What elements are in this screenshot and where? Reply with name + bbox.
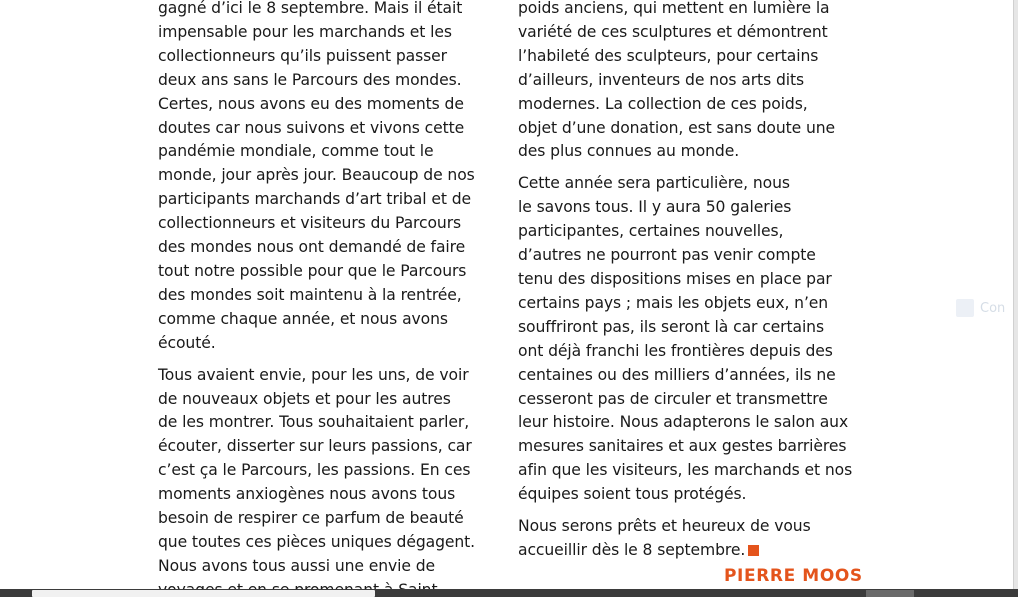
text-line: centaines ou des milliers d’années, ils ne: [518, 365, 836, 384]
text-line: Cette année sera particulière, nous: [518, 174, 790, 193]
text-line: modernes. La collection de ces poids,: [518, 94, 808, 113]
text-line: objet d’une donation, est sans doute une: [518, 118, 836, 137]
text-line: c’est ça le Parcours, les passions. En ces: [158, 461, 471, 480]
text-line: mesures sanitaires et aux gestes barrières: [518, 437, 847, 456]
text-line: ont déjà franchi les frontières depuis des: [518, 341, 833, 360]
text-line: gagné d’ici le 8 septembre. Mais il était: [158, 0, 463, 17]
text-line: cesseront pas de circuler et transmettre: [518, 389, 828, 408]
text-line: accueillir dès le 8 septembre.: [518, 539, 868, 563]
text-line: équipes soient tous protégés.: [518, 485, 747, 504]
text-line: poids anciens, qui mettent en lumière la: [518, 0, 830, 17]
text-line: certains pays ; mais les objets eux, n’en: [518, 293, 829, 312]
side-divider: [1014, 0, 1018, 597]
text-line: doutes car nous suivons et vivons cette: [158, 118, 465, 137]
text-line: d’ailleurs, inventeurs de nos arts dits: [518, 70, 805, 89]
text-line: souffriront pas, ils seront là car certains: [518, 317, 824, 336]
scrollbar-segment: [866, 590, 914, 597]
text-line: Nous serons prêts et heureux de vous: [518, 517, 811, 536]
text-line: d’autres ne pourront pas venir compte: [518, 246, 816, 265]
text-line: moments anxiogènes nous avons tous: [158, 485, 456, 504]
text-line: le savons tous. Il y aura 50 galeries: [518, 198, 792, 217]
end-of-article-icon: [748, 545, 759, 556]
article-paragraph: [518, 515, 868, 563]
author-signature: PIERRE MOOS: [724, 566, 863, 586]
text-line: des mondes soit maintenu à la rentrée,: [158, 285, 462, 304]
text-line: de les montrer. Tous souhaitaient parler,: [158, 413, 470, 432]
text-line: des mondes nous ont demandé de faire: [158, 238, 466, 257]
floating-widget[interactable]: [956, 297, 1005, 319]
text-line: leur histoire. Nous adapterons le salon aux: [518, 413, 849, 432]
text-line: Tous avaient envie, pour les uns, de voir: [158, 365, 469, 384]
article-paragraph: [518, 0, 868, 164]
horizontal-scrollbar-thumb[interactable]: [32, 590, 375, 597]
article-paragraph: [518, 172, 868, 507]
text-line: écouté.: [158, 333, 216, 352]
article-column-right: [518, 0, 868, 571]
text-line: Certes, nous avons eu des moments de: [158, 94, 464, 113]
text-line: comme chaque année, et nous avons: [158, 309, 448, 328]
text-line: Nous avons tous aussi une envie de: [158, 556, 436, 575]
text-line: afin que les visiteurs, les marchands et nos: [518, 461, 853, 480]
text-line: variété de ces sculptures et démontrent: [518, 22, 828, 41]
text-line: tenu des dispositions mises en place par: [518, 269, 832, 288]
text-line: monde, jour après jour. Beaucoup de nos: [158, 166, 475, 185]
text-line: des plus connues au monde.: [518, 142, 740, 161]
floating-widget-label: Con: [980, 300, 1006, 316]
article-paragraph: [158, 0, 498, 356]
text-line: collectionneurs et visiteurs du Parcours: [158, 214, 462, 233]
text-line: collectionneurs qu’ils puissent passer: [158, 46, 447, 65]
square-icon: [956, 299, 974, 317]
text-line: besoin de respirer ce parfum de beauté: [158, 509, 464, 528]
text-line: deux ans sans le Parcours des mondes.: [158, 70, 462, 89]
text-line: de nouveaux objets et pour les autres: [158, 389, 451, 408]
article-column-left: [158, 0, 498, 597]
article-paragraph: [158, 364, 498, 597]
text-line: écouter, disserter sur leurs passions, car: [158, 437, 472, 456]
text-line: l’habileté des sculpteurs, pour certains: [518, 46, 819, 65]
text-line: pandémie mondiale, comme tout le: [158, 142, 434, 161]
text-line: participantes, certaines nouvelles,: [518, 222, 784, 241]
text-line: impensable pour les marchands et les: [158, 22, 452, 41]
text-line: participants marchands d’art tribal et de: [158, 190, 471, 209]
text-line: que toutes ces pièces uniques dégagent.: [158, 532, 476, 551]
text-line: tout notre possible pour que le Parcours: [158, 261, 467, 280]
